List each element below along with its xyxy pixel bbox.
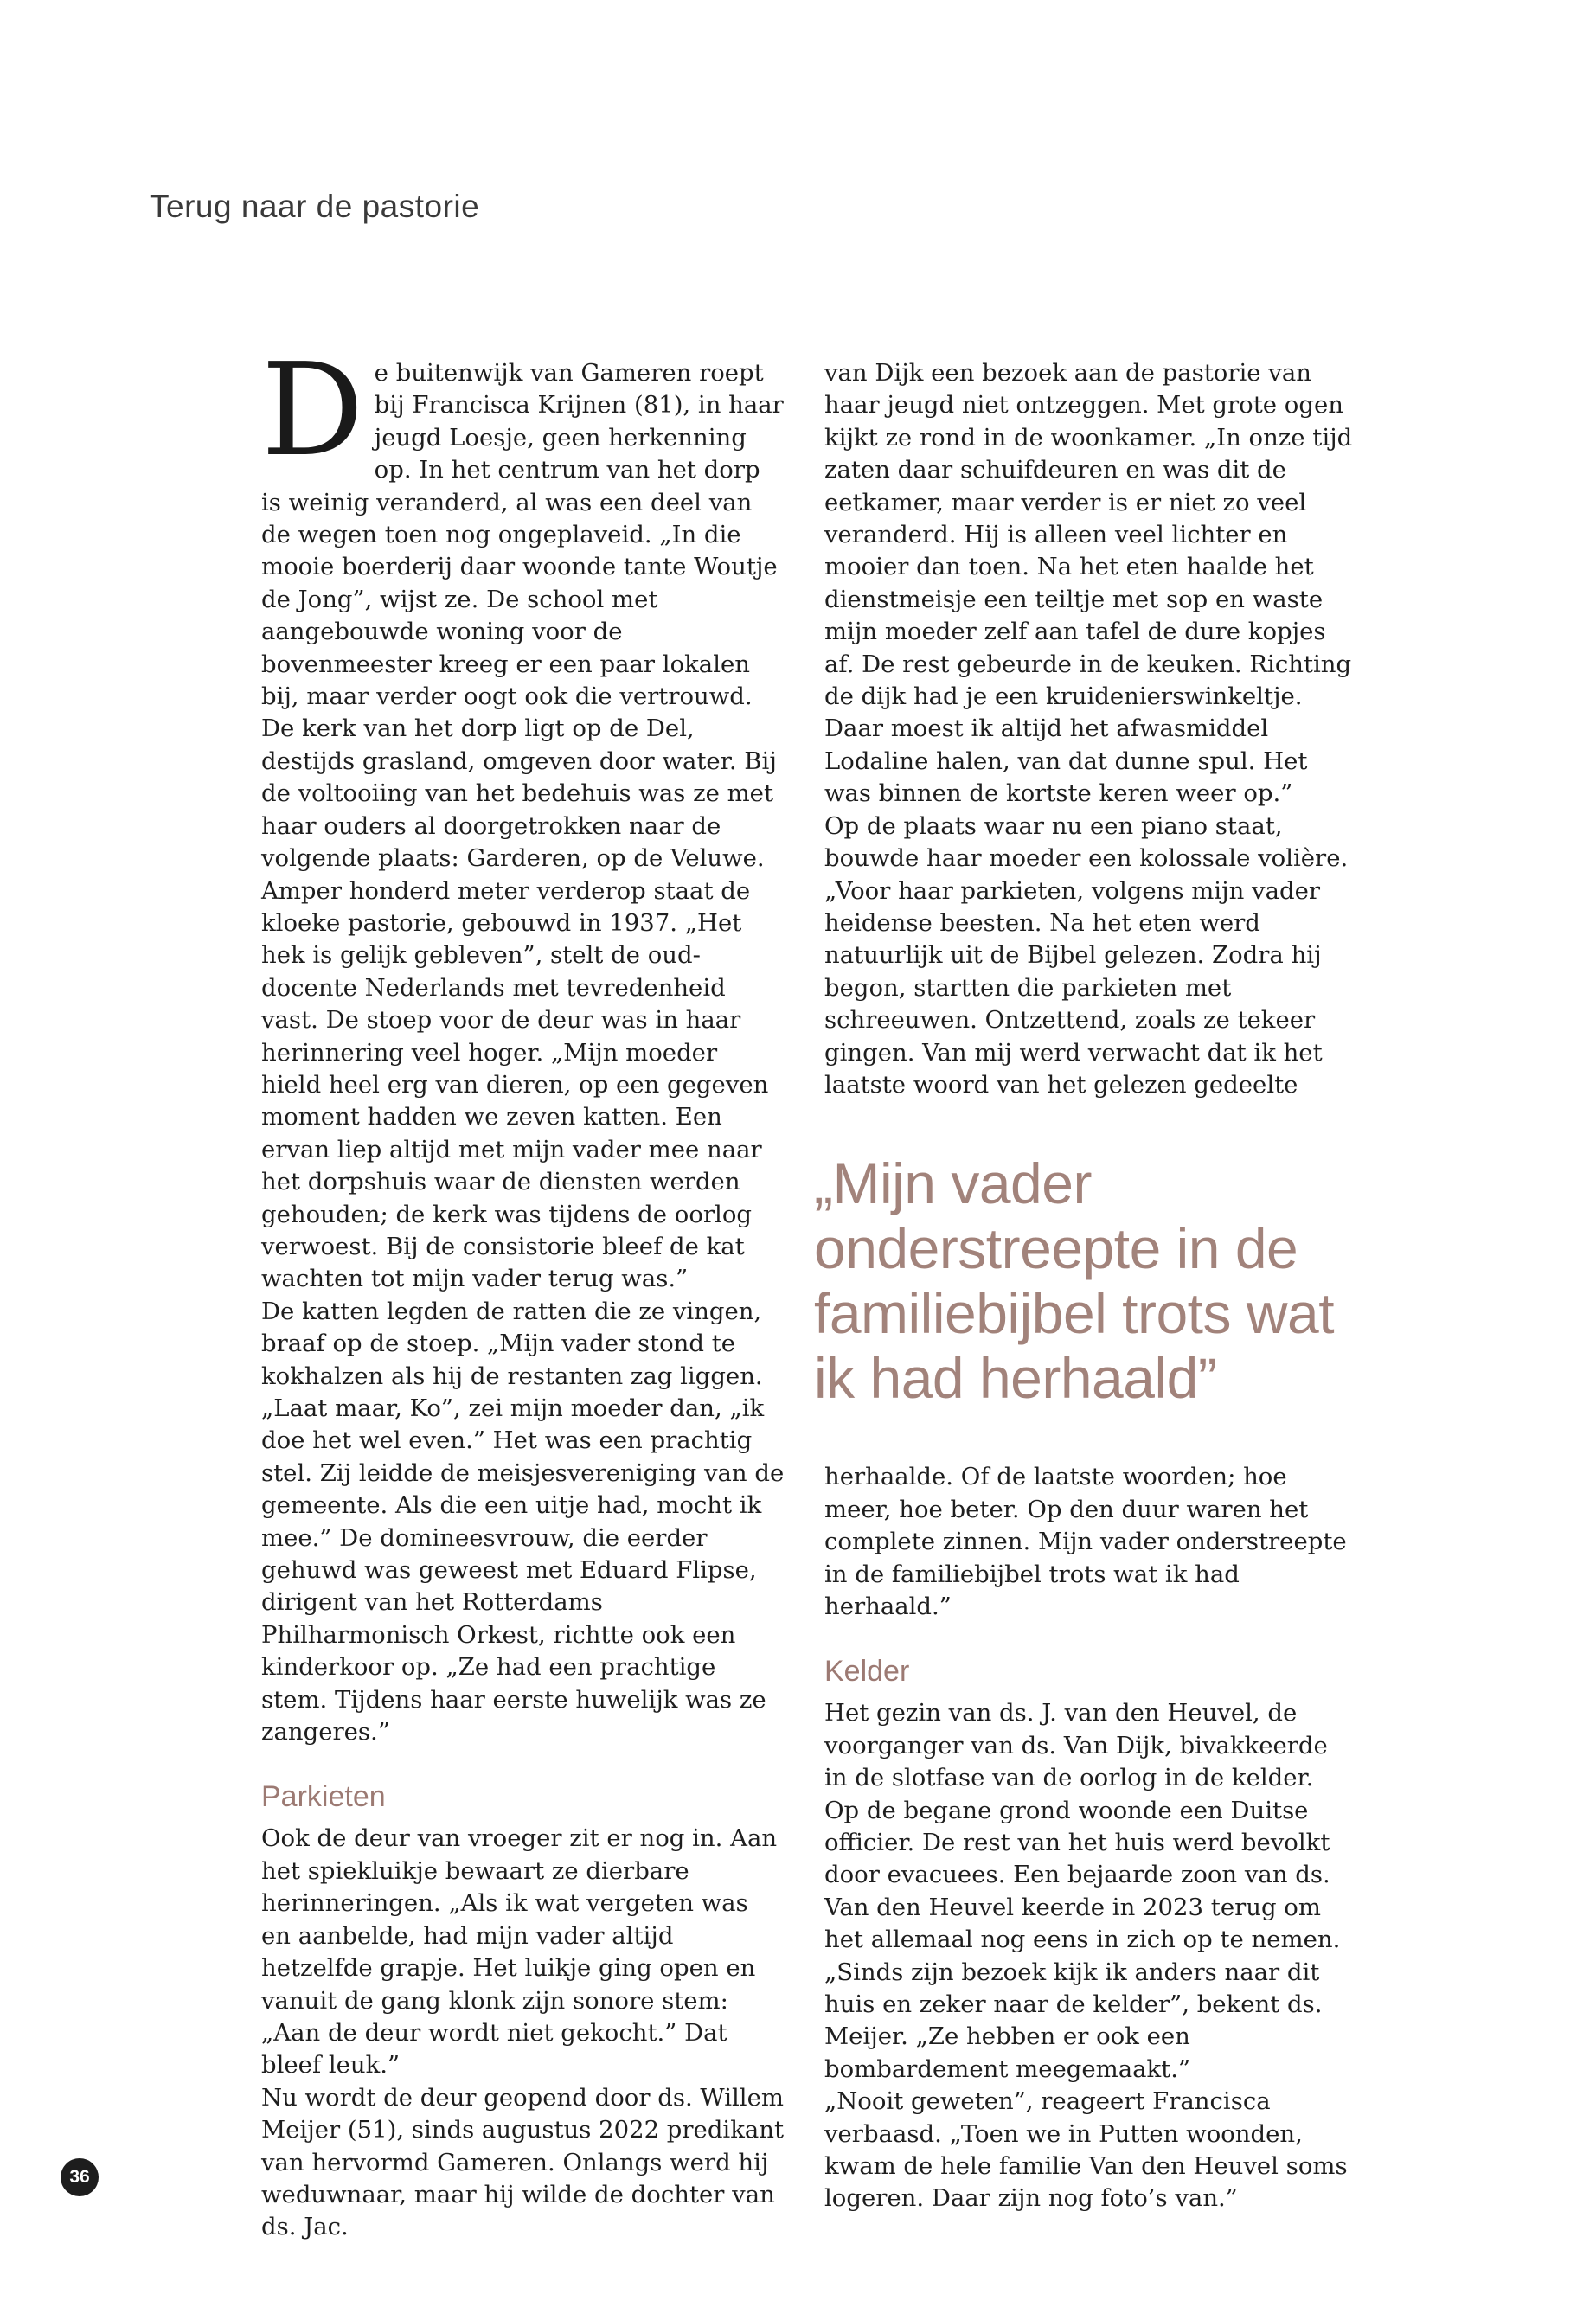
article-column-right	[814, 357, 1354, 2215]
article-column-left	[261, 336, 785, 2244]
section-title: Terug naar de pastorie	[150, 189, 480, 224]
article-paragraph: Op de plaats waar nu een piano staat, bouwde haar moeder een kolossale volière. „Voor haar parkieten, volgens mijn vader heidense beesten. Na het eten werd natuurlijk uit de Bijbel gelezen. Zodra hij begon, startten die parkieten met schreeuwen. Ontzettend, zoals ze tekeer gingen. Van mij werd verwacht dat ik het laatste woord van het gelezen gedeelte	[824, 811, 1349, 1099]
intro-text: e buitenwijk van Gameren roept bij Francisca Krijnen (81), in haar jeugd Loesje, geen herkenning op. In het centrum van het dorp is weinig veranderd, al was een deel van de wegen toen nog ongeplaveid. „In die mooie boerderij daar woonde tante Woutje de Jong”, wijst ze. De school met aangebouwde woning voor de bovenmeester kreeg er een paar lokalen bij, maar verder oogt ook die vertrouwd. De kerk van het dorp ligt op de Del, destijds grasland, omgeven door water. Bij de voltooiing van het bedehuis was ze met haar ouders al doorgetrokken naar de volgende plaats: Garderen, op de Veluwe.	[261, 359, 784, 873]
article-paragraph: „Nooit geweten”, reageert Francisca verbaasd. „Toen we in Putten woonden, kwam de hele familie Van den Heuvel soms logeren. Daar zijn nog foto’s van.”	[824, 2087, 1348, 2213]
page-number-badge: 36	[61, 2158, 99, 2196]
article-paragraph: van Dijk een bezoek aan de pastorie van haar jeugd niet ontzeggen. Met grote ogen kijkt ze rond in de woonkamer. „In onze tijd zaten daar schuifdeuren en was dit de eetkamer, maar verder is er niet zo veel veranderd. Hij is alleen veel lichter en mooier dan toen. Na het eten haalde het dienstmeisje een teiltje met sop en waste mijn moeder zelf aan tafel de dure kopjes af. De rest gebeurde in de keuken. Richting de dijk had je een kruidenierswinkeltje. Daar moest ik altijd het afwasmiddel Lodaline halen, van dat dunne spul. Het was binnen de kortste keren weer op.”	[824, 359, 1353, 808]
article-paragraph	[261, 336, 785, 875]
article-paragraph: Het gezin van ds. J. van den Heuvel, de voorganger van ds. Van Dijk, bivakkeerde in de slotfase van de oorlog in de kelder. Op de begane grond woonde een Duitse officier. De rest van het huis werd bevolkt door evacuees. Een bejaarde zoon van ds. Van den Heuvel keerde in 2023 terug om het allemaal nog eens in zich op te nemen. „Sinds zijn bezoek kijk ik anders naar dit huis en zeker naar de kelder”, bekent ds. Meijer. „Ze hebben er ook een bombardement meegemaakt.”	[824, 1699, 1341, 2083]
drop-cap: D	[261, 336, 364, 484]
article-paragraph: herhaalde. Of de laatste woorden; hoe meer, hoe beter. Op den duur waren het complete zinnen. Mijn vader onderstreepte in de familiebijbel trots wat ik had herhaald.”	[824, 1463, 1347, 1620]
article-paragraph: Amper honderd meter verderop staat de kloeke pastorie, gebouwd in 1937. „Het hek is gelijk gebleven”, stelt de oud-docente Nederlands met tevredenheid vast. De stoep voor de deur was in haar herinnering veel hoger. „Mijn moeder hield heel erg van dieren, op een gegeven moment hadden we zeven katten. Een ervan liep altijd met mijn vader mee naar het dorpshuis waar de diensten werden gehouden; de kerk was tijdens de oorlog verwoest. Bij de consistorie bleef de kat wachten tot mijn vader terug was.”	[261, 876, 769, 1293]
article-paragraph: Nu wordt de deur geopend door ds. Willem Meijer (51), sinds augustus 2022 predikant van hervormd Gameren. Onlangs werd hij weduwnaar, maar hij wilde de dochter van ds. Jac.	[261, 2083, 785, 2241]
pull-quote: „Mijn vader onderstreepte in de familiebijbel trots wat ik had herhaald”	[814, 1151, 1335, 1411]
article-paragraph: Ook de deur van vroeger zit er nog in. Aan het spiekluikje bewaart ze dierbare herinneringen. „Als ik wat vergeten was en aanbelde, had mijn vader altijd hetzelfde grapje. Het luikje ging open en vanuit de gang klonk zijn sonore stem: „Aan de deur wordt niet gekocht.” Dat bleef leuk.”	[261, 1824, 778, 2080]
article-paragraph: De katten legden de ratten die ze vingen, braaf op de stoep. „Mijn vader stond te kokhalzen als hij de restanten zag liggen. „Laat maar, Ko”, zei mijn moeder dan, „ik doe het wel even.” Het was een prachtig stel. Zij leidde de meisjesvereniging van de gemeente. Als die een uitje had, mocht ik mee.” De domineesvrouw, die eerder gehuwd was geweest met Eduard Flipse, dirigent van het Rotterdams Philharmonisch Orkest, richtte ook een kinderkoor op. „Ze had een prachtige stem. Tijdens haar eerste huwelijk was ze zangeres.”	[261, 1297, 785, 1747]
subheading-kelder: Kelder	[824, 1655, 910, 1689]
subheading-parkieten: Parkieten	[261, 1780, 386, 1814]
